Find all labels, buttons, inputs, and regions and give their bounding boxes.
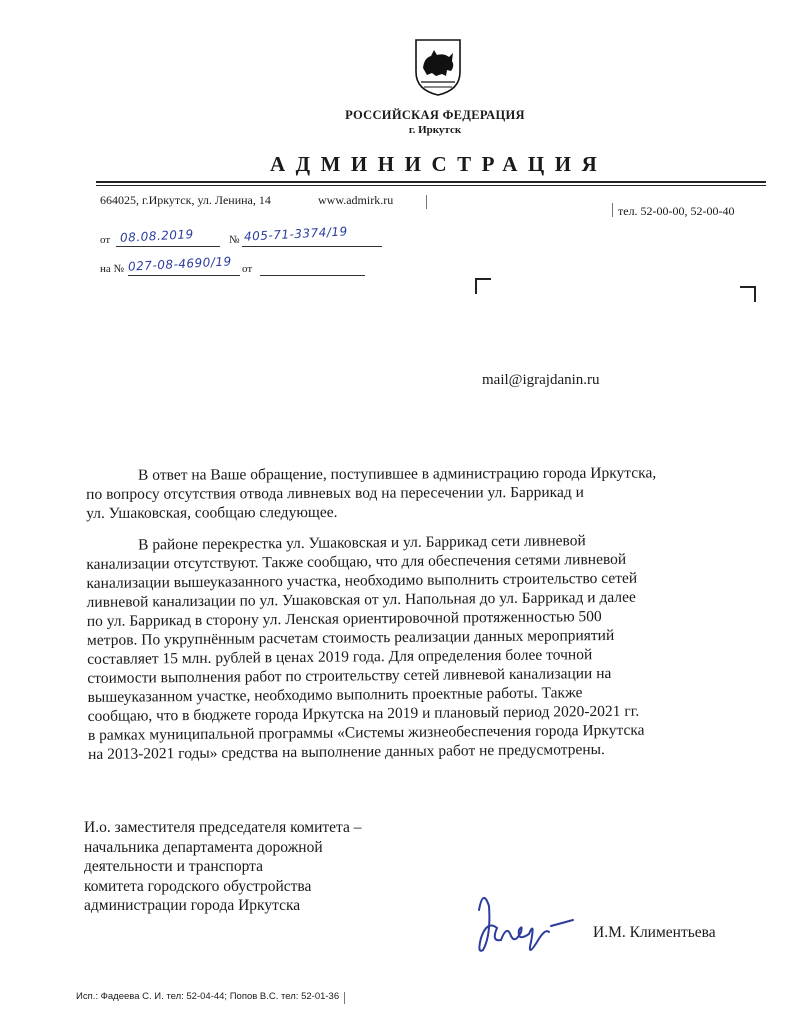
number-label: №	[229, 234, 240, 246]
header-divider	[96, 181, 766, 183]
address-corner-left	[475, 278, 491, 294]
header-divider-thin	[96, 185, 766, 186]
handwritten-signature-icon	[465, 880, 585, 960]
field-divider	[612, 203, 613, 217]
coat-of-arms-icon	[414, 38, 462, 96]
from-label: от	[100, 234, 111, 246]
signer-name: И.М. Климентьева	[593, 924, 716, 941]
reply-date-underline	[260, 275, 365, 276]
number-underline	[242, 246, 382, 247]
field-divider	[426, 195, 427, 209]
reply-from-label: от	[242, 263, 253, 275]
reply-number: 027-08-4690/19	[127, 254, 232, 274]
address-text: 664025, г.Иркутск, ул. Ленина, 14	[100, 193, 271, 207]
website-text: www.admirk.ru	[318, 193, 394, 207]
body-paragraph-2: В районе перекрестка ул. Ушаковская и ул. Баррикад сети ливневой канализации отсутствуют. Также сообщаю, что для обеспечения сетями ливневой канализации вышеуказанного участка, необходимо выполнить строительство сетей ливневой канализации по ул. Ушаковская от ул. Напольная до ул. Баррикад и далее по ул. Баррикад в сторону ул. Ленская ориентировочной протяженностью 500 метров. По укрупнённым расчетам стоимость реализации данных мероприятий составляет 15 млн. рублей в ценах 2019 года. Для определения более точной стоимости выполнения работ по строительству сетей ливневой канализации на вышеуказанном участке, необходимо выполнить проектные работы. Также сообщаю, что в бюджете города Иркутска на 2019 и плановый период 2020-2021 гг. в рамках муниципальной программы «Системы жизнеобеспечения города Иркутска на 2013-2021 годы» средства на выполнение данных работ не предусмотрены.	[86, 532, 645, 763]
executors-text: Исп.: Фадеева С. И. тел: 52-04-44; Попов В.С. тел: 52-01-36	[76, 991, 340, 1002]
recipient-email: mail@igrajdanin.ru	[482, 372, 600, 388]
phone-text: тел. 52-00-00, 52-00-40	[618, 204, 735, 218]
registration-number: 405-71-3374/19	[243, 224, 348, 244]
date-underline	[116, 246, 220, 247]
reply-number-underline	[128, 275, 240, 276]
address-corner-right	[740, 286, 756, 302]
body-paragraph-1: В ответ на Ваше обращение, поступившее в администрацию города Иркутска, по вопросу отсутствия отвода ливневых вод на пересечении ул. Баррикад и ул. Ушаковская, сообщаю следующее.	[86, 464, 657, 522]
reply-number-label: на №	[100, 263, 125, 275]
signer-position: И.о. заместителя председателя комитета – начальника департамента дорожной деятельности и транспорта комитета городского обустройства администрации города Иркутска	[84, 819, 362, 914]
city-name: г. Иркутск	[408, 124, 462, 136]
country-name: РОССИЙСКАЯ ФЕДЕРАЦИЯ	[345, 108, 525, 122]
page-title: АДМИНИСТРАЦИЯ	[270, 152, 608, 176]
footer-divider	[344, 992, 345, 1004]
registration-date: 08.08.2019	[119, 227, 195, 245]
